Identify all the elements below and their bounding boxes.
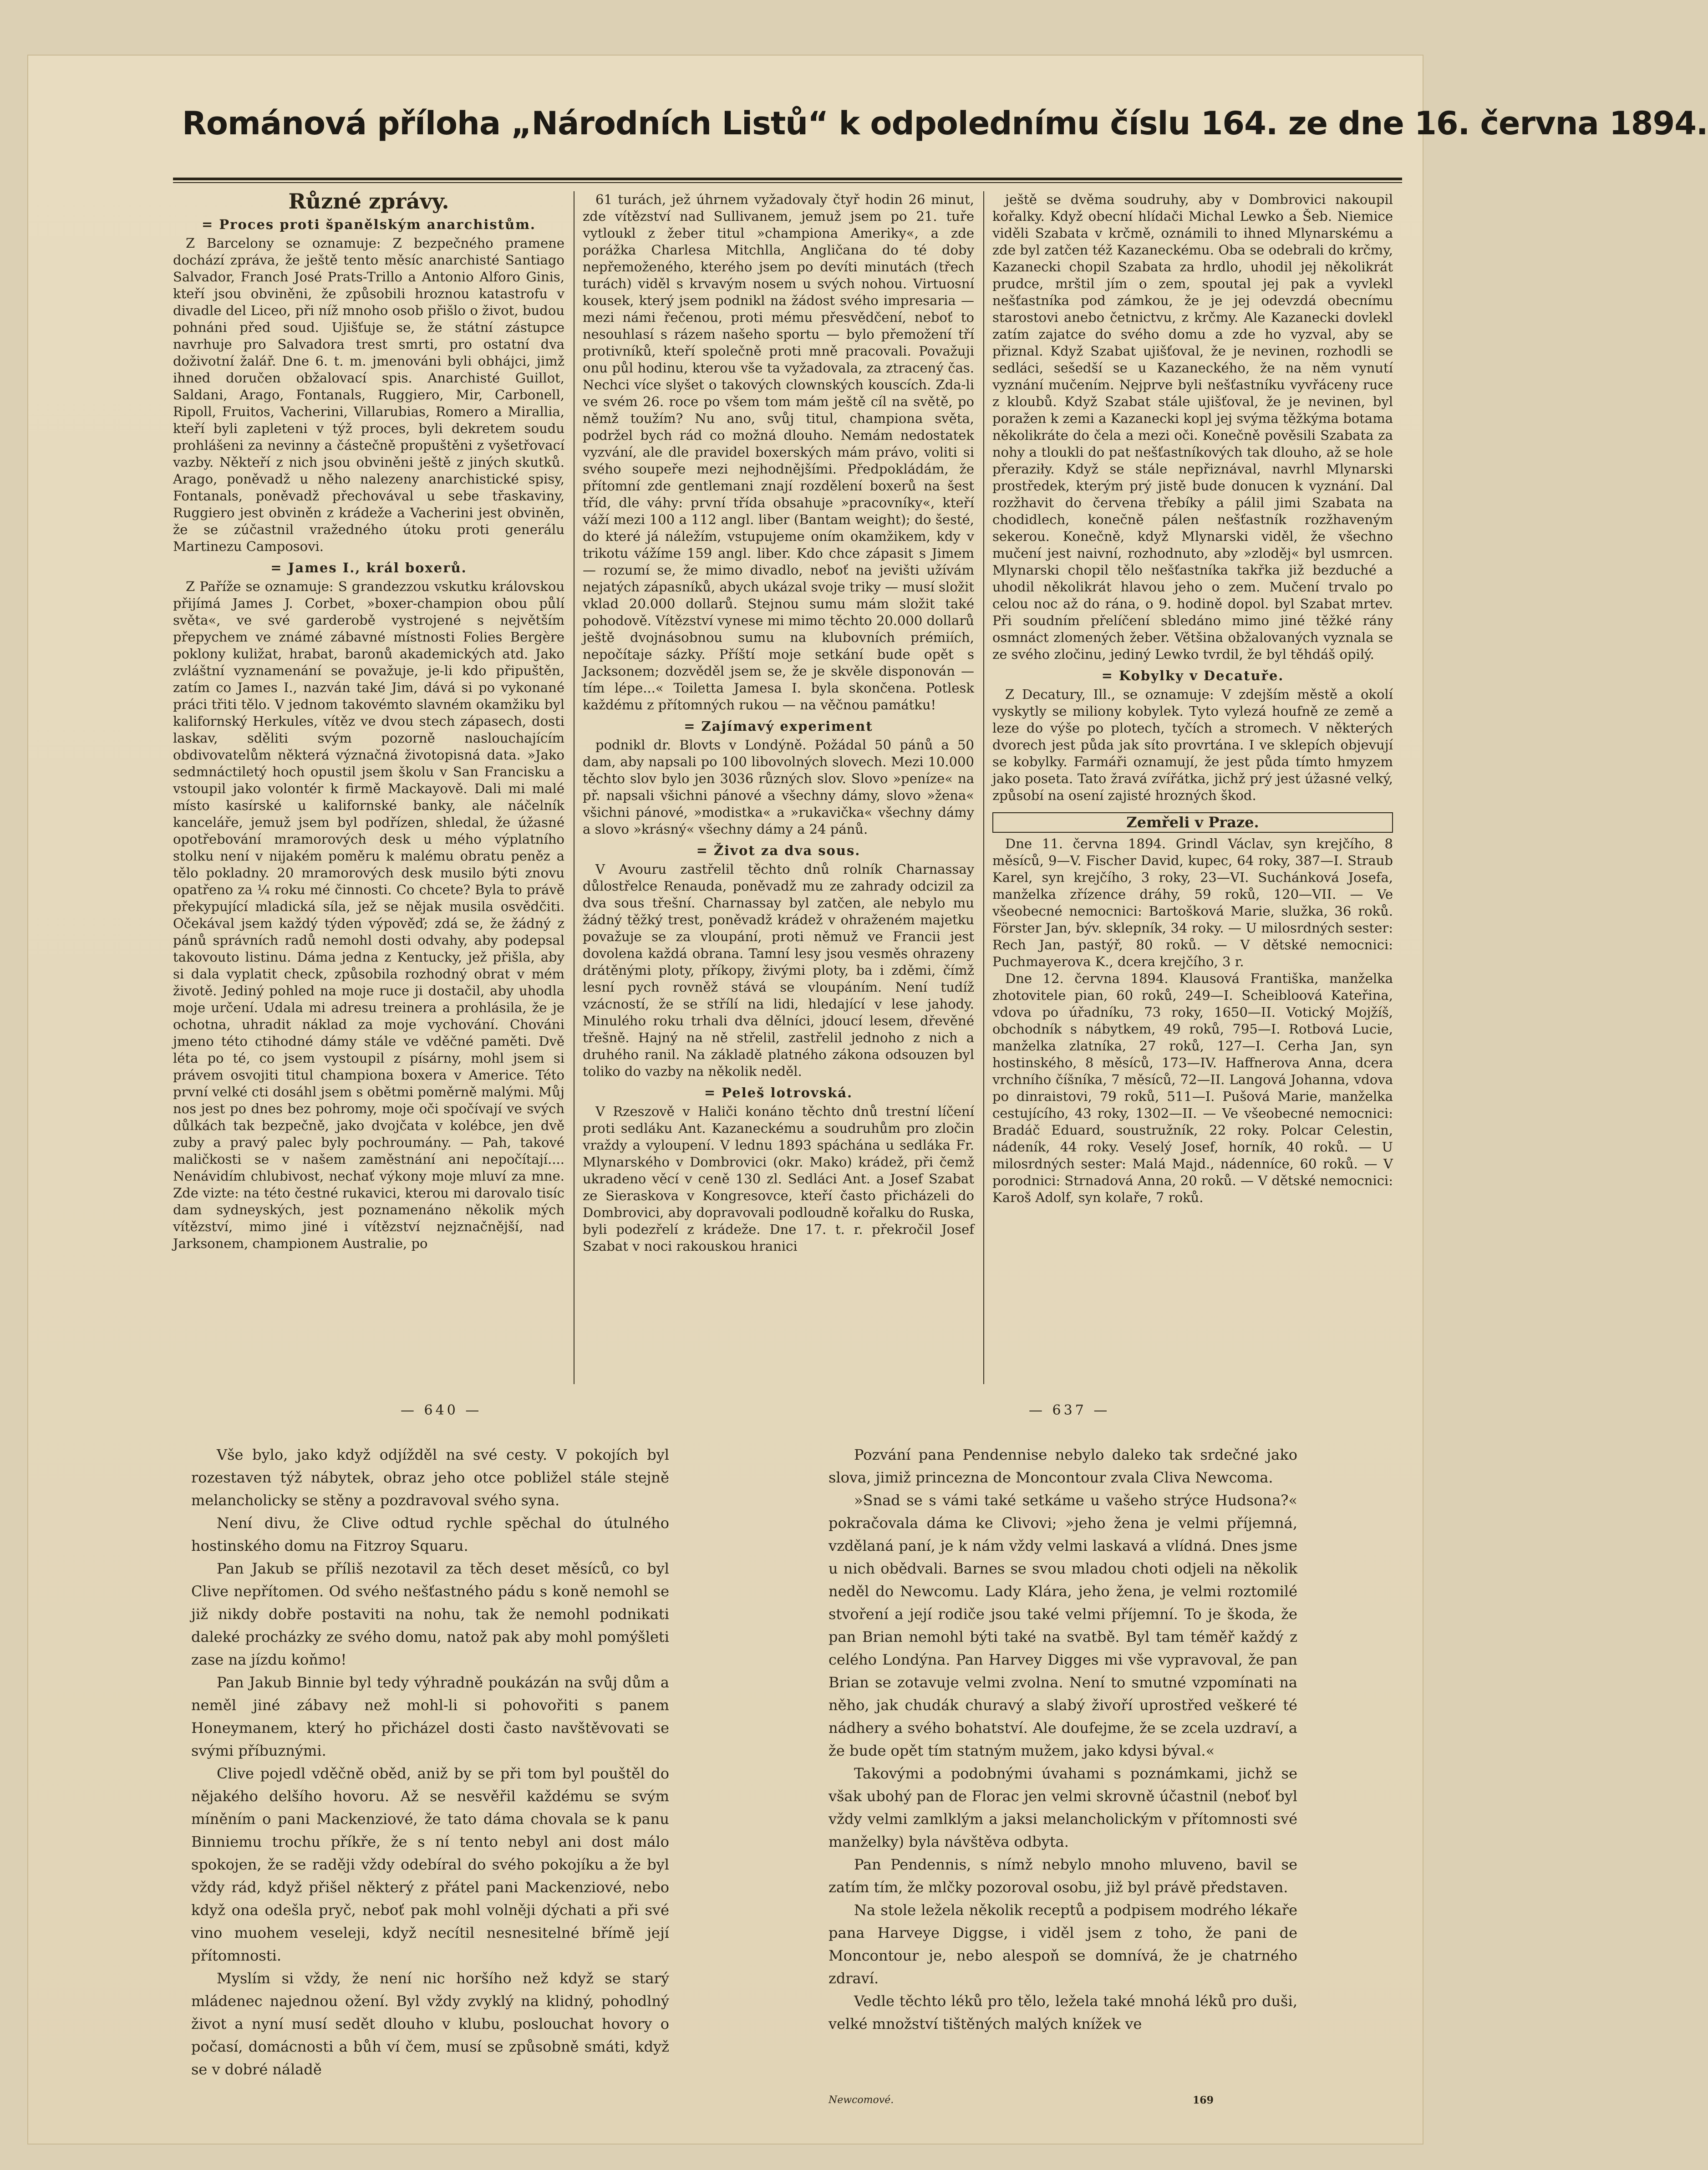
column-2 — [583, 191, 974, 1380]
novel-paragraph: Vše bylo, jako když odjížděl na své cesty. V pokojích byl rozestaven týž nábytek, obraz jeho otce pobližel stále stejně melancholicky se stěny a pozdravoval svého syna. — [191, 1446, 669, 1509]
novel-paragraph: Není divu, že Clive odtud rychle spěchal do útulného hostinského domu na Fitzroy Squaru. — [191, 1514, 669, 1554]
newspaper-page — [27, 55, 1708, 2145]
obituary-text: Dne 11. června 1894. Grindl Václav, syn krejčího, 8 měsíců, 9—V. Fischer David, kupec, 64 roky, 387—I. Straub Karel, syn krejčího, 3 roky, 23—VI. Suchánková Josefa, manželka zřízence dráhy, 59 roků, 120—VII. — Ve všeobecné nemocnici: Bartošková Marie, služka, 36 roků. Förster Jan, býv. sklepník, 34 roky. — U milosrdných sester: Rech Jan, pastýř, 80 roků. — V dětské nemocnici: Puchmayerova K., dcera krejčího, 3 r. — [992, 836, 1393, 969]
column-divider — [983, 191, 984, 1384]
article-text: 61 turách, jež úhrnem vyžadovaly čtyř hodin 26 minut, zde vítězství nad Sullivanem, jemuž jsem po 21. tuře vytloukl z žeber titul »championa Ameriky«, a zde porážka Charlesa Mitchlla, Angličana do té doby nepřemoženého, kterého jsem po devíti minutách (třech turách) viděl s krvavým nosem u svých nohou. Virtuosní kousek, který jsem podnikl na žádost svého impresaria — mezi námi řečenou, proti mému přesvědčení, neboť to nesouhlasí s rázem našeho sportu — bylo přemožení tří protivníků, kteří společně proti mně pracovali. Považuji onu půl hodinu, kterou vše ta vyžadovala, za ztracený čas. Nechci více slyšet o takových clownských kouscích. Zda-li ve svém 26. roce po všem tom mám ještě cíl na světě, po němž toužím? Nu ano, svůj titul, championa světa, podržel bych rád co možná dlouho. Nemám nedostatek vyzvání, ale dle pravidel boxerských mám právo, voliti si svého soupeře mezi nejhodnějšími. Předpokládám, že přítomní zde gentlemani znají rozdělení boxerů na šest tříd, dle váhy: první třída obsahuje »pracovníky«, kteří váží mezi 100 a 112 angl. liber (Bantam weight); do šesté, do které já náležím, vstupujeme oním okamžikem, kdy v trikotu vážíme 159 angl. liber. Kdo chce zápasit s Jimem — rozumí se, že mimo divadlo, neboť na jevišti užívám nejatých zápasníků, abych ukázal svoje triky — musí složit vklad 20.000 dollarů. Stejnou sumu mám složit také pohodově. Vítězství vynese mi mimo těchto 20.000 dollarů ještě dvojnásobnou sumu na klubovních prémiích, nepočítaje sázky. Příští moje setkání bude opět s Jacksonem; dozvěděl jsem se, že je skvěle disponován — tím lépe...« Toiletta Jamesa I. byla skončena. Potlesk každému z přítomných rukou — na věčnou památku! — [583, 192, 974, 713]
article-title: = Proces proti španělským anarchistům. — [201, 217, 536, 232]
article-title: = Kobylky v Decatuře. — [1101, 668, 1284, 683]
novel-paragraph: Na stole ležela několik receptů a podpisem modrého lékaře pana Harveye Diggse, i viděl jsem z toho, že pani de Moncontour je, nebo alespoň se domnívá, že je chatrného zdraví. — [829, 1901, 1297, 1987]
article-text: V Avouru zastřelil těchto dnů rolník Charnassay důlostřelce Renauda, poněvadž mu ze zahrady odcizil za dva sous třešní. Charnassay byl zatčen, ale nebylo mu žádný těžký trest, poněvadž krádež v ohraženém majetku považuje se za vloupání, proti němuž ve Francii jest dovolena každá obrana. Tamní lesy jsou vesměs ohrazeny drátěnými ploty, příkopy, živými ploty, ba i zděmi, čímž lesní pych rovněž stává se vloupáním. Není tudíž vzácností, že se střílí na lidi, hledající v lese jahody. Minulého roku trhali dva dělníci, jdoucí lesem, dřevěné třešně. Hajný na ně střelil, zastřelil jednoho z nich a druhého ranil. Na základě platného zákona odsouzen byl toliko do vazby na několik neděl. — [583, 861, 974, 1079]
masthead: Románová příloha „Národních Listů“ k odpolednímu číslu 164. ze dne 16. června 1894. — [182, 105, 1708, 142]
section-heading: Různé zprávy. — [288, 189, 449, 214]
column-1 — [173, 191, 564, 1380]
novel-paragraph: Vedle těchto léků pro tělo, ležela také mnohá léků pro duši, velké množství tištěných malých knížek ve — [829, 1992, 1297, 2032]
news-section — [173, 191, 1402, 1421]
novel-left-column — [191, 1443, 669, 2081]
column-3 — [992, 191, 1393, 1205]
article-text: ještě se dvěma soudruhy, aby v Dombrovici nakoupil kořalky. Když obecní hlídači Michal Lewko a Šeb. Niemice viděli Szabata v krčmě, oznámili to ihned Mlynarskému a zde byl zatčen též Kazaneckému. Oba se odebrali do krčmy, Kazanecki chopil Szabata za hrdlo, uhodil jej několikrát prudce, mrštil jím o zem, spoutal jej pak a vyvlekl nešťastníka pod zámkou, že je jej odevzdá obecnímu starostovi anebo četnictvu, z krčmy. Ale Kazanecki dovlekl zatím zajatce do svého domu a zde ho vyzval, aby se přiznal. Když Szabat ujišťoval, že je nevinen, rozhodli se sedláci, sešedší se u Kazaneckého, že na něm vynutí vyznání mučením. Nejprve byli nešťastníku vyvřáceny ruce z kloubů. Když Szabat stále ujišťoval, že je nevinen, byl poražen k zemi a Kazanecki kopl jej svýma těžkýma botama několikráte do čela a mezi oči. Konečně pověsili Szabata za nohy a tloukli do pat nešťastníkových tak dlouho, až se hole přeraziły. Když se stále nepřiznával, navrhl Mlynarski prostředek, kterým prý jistě bude donucen k vyznání. Dal rozžhavit do červena třebíky a pálil jimi Szabata na chodidlech, konečně pálen nešťastník rozžhaveným sekerou. Konečně, když Mlynarski viděl, že všechno mučení jest naivní, rozhodnuto, aby »zloděj« byl usmrcen. Mlynarski chopil tělo nešťastníka takřka již bezduché a uhodil několikrát hlavou jeho o zem. Mučení trvalo po celou noc až do rána, o 9. hodině dopol. byl Szabat mrtev. Při soudním přelíčení sbledáno mimo jiné těžké rány osmnáct zlomených žeber. Většina obžalovaných vyznala se ze svého zločinu, jediný Lewko tvrdil, že byl těhdáš opilý. — [992, 192, 1393, 662]
obituary-text: Dne 12. června 1894. Klausová Františka, manželka zhotovitele pian, 60 roků, 249—I. Scheibloová Kateřina, vdova po úřadníku, 73 roky, 1650—II. Votický Mojžíš, obchodník s nábytkem, 49 roků, 795—I. Rotbová Lucie, manželka zlatníka, 27 roků, 127—I. Cerha Jan, syn hostinského, 8 měsíců, 173—IV. Haffnerova Anna, dcera vrchního číšníka, 7 měsíců, 72—II. Langová Johanna, vdova po dinraistovi, 79 roků, 511—I. Pušová Marie, manželka cestujícího, 43 roky, 1302—II. — Ve všeobecné nemocnici: Bradáč Eduard, soustružník, 22 roky. Polcar Celestin, nádeník, 44 roky. Veselý Josef, horník, 40 roků. — U milosrdných sester: Malá Majd., nádenníce, 60 roků. — V porodnici: Strnadová Anna, 20 roků. — V dětské nemocnici: Karoš Adolf, syn kolaře, 7 roků. — [992, 971, 1393, 1205]
novel-paragraph: Pan Jakub Binnie byl tedy výhradně poukázán na svůj dům a neměl jiné zábavy než mohl-li si pohovořiti s panem Honeymanem, který ho přicházel dosti často navštěvovati se svými příbuznými. — [191, 1674, 669, 1759]
obituary-title: Zemřeli v Praze. — [992, 812, 1393, 833]
novel-paragraph: Pozvání pana Pendennise nebylo daleko tak srdečné jako slova, jimiž princezna de Moncontour zvala Cliva Newcoma. — [829, 1446, 1297, 1486]
article-text: V Rzeszově v Haliči konáno těchto dnů trestní líčení proti sedláku Ant. Kazaneckému a soudruhům pro zločin vraždy a vyloupení. V lednu 1893 spáchána u sedláka Fr. Mlynarského v Dombrovici (okr. Mako) krádež, při čemž ukradeno věcí v ceně 130 zl. Sedláci Ant. a Josef Szabat ze Sieraskova v Kongresovce, kteří často přicházeli do Dombrovici, aby dopravovali podloudně kořalku do Ruska, byli podezřelí z krádeže. Dne 17. t. r. překročil Josef Szabat v noci rakouskou hranici — [583, 1104, 974, 1254]
novel-paragraph: Myslím si vždy, že není nic horšího než když se starý mládenec najednou ožení. Byl vždy zvyklý na klidný, pohodlný život a nyní musí sedět dlouho v klubu, poslouchat hovory o počasí, domácnosti a bůh ví čem, musí se způsobně smáti, když se v dobré náladě — [191, 1970, 669, 2078]
article-title: = James I., král boxerů. — [270, 560, 467, 576]
article-title: = Život za dva sous. — [696, 843, 861, 858]
article-title: = Peleš lotrovská. — [704, 1085, 853, 1100]
page-number-right: — 637 — — [1029, 1402, 1110, 1418]
masthead-rule — [173, 178, 1402, 180]
novel-right-column — [829, 1443, 1297, 2035]
footer-title: Newcomové. — [829, 2094, 894, 2106]
article-text: Z Barcelony se oznamuje: Z bezpečného pramene dochází zpráva, že ještě tento měsíc anarchisté Santiago Salvador, Franch José Prats-Trillo a Antonio Alforo Ginis, kteří jsou obviněni, že způsobili hroznou katastrofu v divadle del Liceo, při níž mnoho osob přišlo o život, budou pohnáni před soud. Ujišťuje se, že státní zástupce navrhuje pro Salvadora trest smrti, pro ostatní dva doživotní žalář. Dne 6. t. m. jmenováni byli obhájci, jimž ihned doručen obžalovací spis. Anarchisté Guillot, Saldani, Arago, Fontanals, Ruggiero, Mir, Carbonell, Ripoll, Fruitos, Vacherini, Villarubias, Romero a Mirallia, kteří byli zapleteni v týž proces, byli dekretem soudu prohlášeni za nevinny a částečně propuštěni z vyšetřovací vazby. Někteří z nich jsou obviněni ještě z jiných skutků. Arago, poněvadž u něho nalezeny anarchistické spisy, Fontanals, poněvadž přechovával u sebe třaskaviny, Ruggiero jest obviněn z krádeže a Vacherini jest obviněn, že se zúčastnil vražedného útoku proti generálu Martinezu Camposovi. — [173, 235, 564, 554]
page-number-left: — 640 — — [401, 1402, 482, 1418]
novel-paragraph: Pan Pendennis, s nímž nebylo mnoho mluveno, bavil se zatím tím, že mlčky pozoroval osobu, již byl právě představen. — [829, 1856, 1297, 1896]
masthead-rule-thin — [173, 182, 1402, 183]
novel-paragraph: »Snad se s vámi také setkáme u vašeho strýce Hudsona?« pokračovala dáma ke Clivovi; »jeho žena je velmi příjemná, vzdělaná paní, je k nám vždy velmi laskavá a vlídná. Dnes jsme u nich obědvali. Barnes se svou mladou choti odjeli na několik neděl do Newcomu. Lady Klára, jeho žena, je velmi roztomilé stvoření a její rodiče jsou také velmi příjemní. To je škoda, že pan Brian nemohl býti také na svatbě. Byl tam téměř každý z celého Londýna. Pan Harvey Digges mi vše vypravoval, že pan Brian se zotavuje velmi zvolna. Není to smutné vzpomínati na něho, jak chudák churavý a slabý živoří uprostřed veškeré té nádhery a svého bohatství. Ale doufejme, že se zcela uzdraví, a že bude opět tím statným mužem, jako kdysi býval.« — [829, 1492, 1297, 1759]
article-text: Z Decatury, Ill., se oznamuje: V zdejším městě a okolí vyskytly se miliony kobylek. Tyto vylezá houfně ze země a leze do výše po plotech, tyčích a stromech. V některých dvorech jest půda jak síto provrtána. I ve sklepích objevují se kobylky. Farmáři oznamují, že jest půda tímto hmyzem jako poseta. Tato žravá zvířátka, jichž prý jest úžasné velký, způsobí na osení zajisté hrozných škod. — [992, 687, 1393, 803]
article-text: Z Paříže se oznamuje: S grandezzou vskutku královskou přijímá James J. Corbet, »boxer-champion obou půlí světa«, ve své garderobě vystrojené s největším přepychem ve známé zábavné místnosti Folies Bergère poklony kuližat, hrabat, baronů akademických atd. Jako zvláštní vyznamenání se považuje, je-li kdo připuštěn, zatím co James I., nazván také Jim, dává si po vykonané práci třiti tělo. V jednom takovémto slavném okamžiku byl kalifornský Herkules, vítěz ve dvou stech zápasech, dosti laskav, sděliti svým pozorně naslouchajícím obdivovatelům některá význačná životopisná data. »Jako sedmnáctiletý hoch opustil jsem školu v San Francisku a vstoupil jako volontér k firmě Mackayově. Dali mi malé místo kasírské u kalifornské banky, ale náčelník kanceláře, jemuž jsem byl podřízen, shledal, že úžasné opotřebování mramorových desk u mého výplatního stolku není v nijakém poměru k malému obratu peněz a tělo pokladny. 20 mramorových desk musilo býti znovu opatřeno za ¼ roku mé činnosti. Co chcete? Byla to právě překypující mladická síla, jež se nějak musila osvědčiti. Očekával jsem každý týden výpověď; zdá se, že žádný z pánů správních radů nemohl dosti odvahy, aby podepsal takovouto listinu. Dáma jedna z Kentucky, jež přišla, aby si dala vyplatit check, způsobila rozhodný obrat v mém životě. Jediný pohled na moje ruce ji dostačil, aby uhodla moje určení. Udala mi adresu treinera a prohlásila, že je ochotna, uhradit náklad za moje vychování. Chováni jmeno této ctihodné dámy stále ve vděčné paměti. Dvě léta po té, co jsem vystoupil z písárny, mohl jsem si právem osvojiti titul championa boxera v Americe. Této první velké cti dosáhl jsem s obětmi poměrně malými. Můj nos jest po dnes bez pohromy, moje oči spočívají ve svých důlkách tak bezpečně, jako dvojčata v kolébce, jen dvě zuby a pravý palec byly pochroumány. — Pah, takové maličkosti se v našem zaměstnání ani nepočítají.... Nenávidím chlubivost, nechať výkony moje mluví za mne. Zde vizte: na této čestné rukavici, kterou mi darovalo tisíc dam sydneyských, jest poznamenáno několik mých vítězství, mimo jiné i vítězství nejznačnější, nad Jarksonem, championem Australie, po — [173, 579, 564, 1251]
novel-paragraph: Takovými a podobnými úvahami s poznámkami, jichž se však ubohý pan de Florac jen velmi skrovně účastnil (neboť byl vždy velmi zamlklým a jaksi melancholickým v přítomnosti své manželky) byla návštěva odbyta. — [829, 1765, 1297, 1850]
article-title: = Zajímavý experiment — [684, 718, 873, 734]
novel-paragraph: Pan Jakub se příliš nezotavil za těch deset měsíců, co byl Clive nepřítomen. Od svého nešťastného pádu s koně nemohl se již nikdy dobře postaviti na nohu, tak že nemohl podnikati daleké procházky ze svého domu, natož pak aby mohl pomýšleti zase na jízdu koňmo! — [191, 1560, 669, 1668]
footer-page: 169 — [1193, 2094, 1214, 2106]
article-text: podnikl dr. Blovts v Londýně. Požádal 50 pánů a 50 dam, aby napsali po 100 libovolných slovech. Mezi 10.000 těchto slov bylo jen 3036 různých slov. Slovo »peníze« na př. napsali všichni pánové a všechny dámy, slovo »žena« všichni pánové, »modistka« a »rukavička« všechny dámy a slovo »krásný« všechny dámy a 24 pánů. — [583, 737, 974, 837]
novel-paragraph: Clive pojedl vděčně oběd, aniž by se při tom byl pouštěl do nějakého delšího hovoru. Až se nesvěřil každému se svým míněním o pani Mackenziové, že tato dáma chovala se k panu Binniemu trochu příkře, že s ní tento nebyl ani dost málo spokojen, že se raději vždy odebíral do svého pokojíku a že byl vždy rád, když přišel některý z přátel pani Mackenziové, nebo když ona odešla pryč, neboť pak mohl volněji dýchati a při své vino muohem veseleji, když necítil nesnesitelné břímě její přítomnosti. — [191, 1765, 669, 1964]
